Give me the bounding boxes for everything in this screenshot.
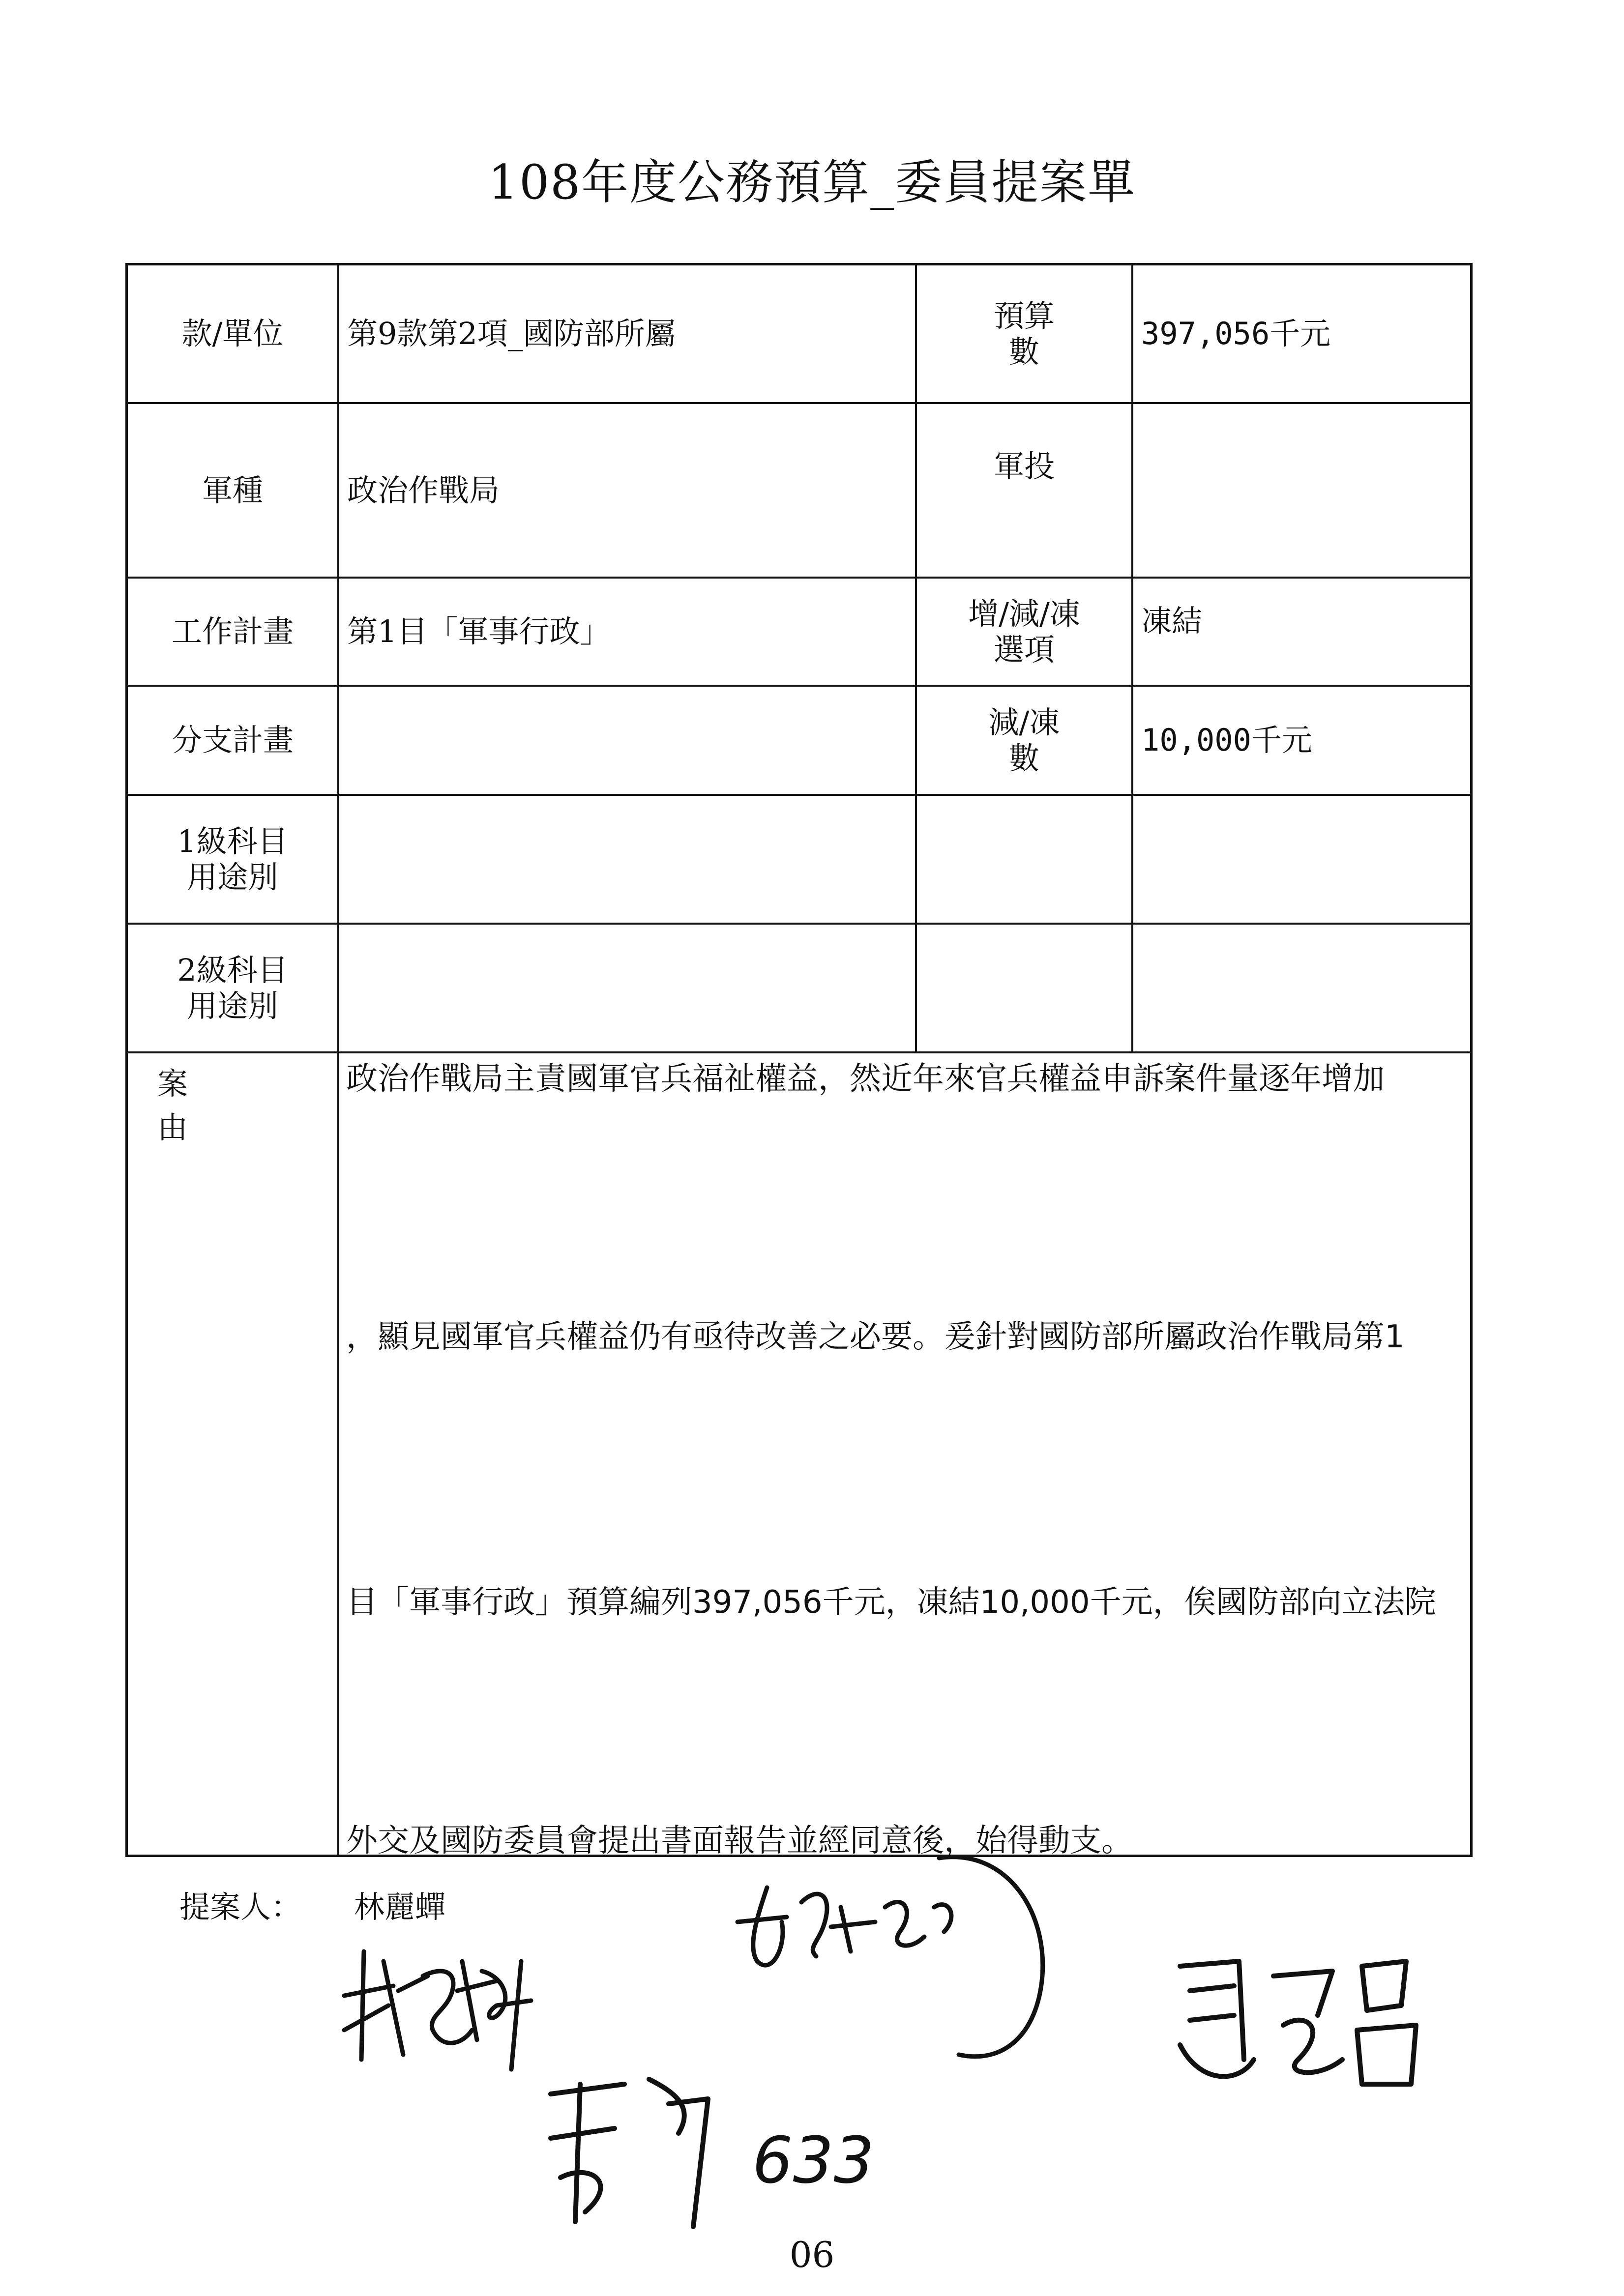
reason-text <box>339 1053 1470 1859</box>
page-number: 06 <box>789 2234 835 2275</box>
row-label: 分支計畫 <box>128 687 339 794</box>
signature-3 <box>1170 1947 1446 2104</box>
table-row <box>128 925 1470 1053</box>
row-value-2 <box>1133 925 1470 1051</box>
row-value <box>339 925 917 1051</box>
row-label: 工作計畫 <box>128 579 339 685</box>
row-value-2: 397,056千元 <box>1141 316 1331 352</box>
table-row <box>128 404 1470 579</box>
row-label-2: 軍投 <box>917 404 1133 577</box>
row-label: 2級科目 用途別 <box>128 925 339 1051</box>
reason-line: ，顯見國軍官兵權益仍有亟待改善之必要。爰針對國防部所屬政治作戰局第1 <box>346 1319 1405 1355</box>
row-label-2: 減/凍 數 <box>917 687 1133 794</box>
reason-line: 目「軍事行政」預算編列397,056千元，凍結10,000千元，俟國防部向立法院 <box>346 1584 1436 1621</box>
reason-row <box>128 1053 1470 1859</box>
row-label-2: 預算 數 <box>917 265 1133 402</box>
row-label-2: 增/減/凍 選項 <box>917 579 1133 685</box>
signature-4 <box>531 2064 885 2241</box>
signature-4-text: 633 <box>752 2123 875 2198</box>
row-label-2 <box>917 925 1133 1051</box>
page-title: 108年度公務預算_委員提案單 <box>488 155 1136 210</box>
row-value-2 <box>1133 404 1470 577</box>
table-row <box>128 579 1470 687</box>
table-row <box>128 687 1470 796</box>
row-value-2: 10,000千元 <box>1141 722 1312 758</box>
row-label: 1級科目 用途別 <box>128 796 339 923</box>
row-value-2: 凍結 <box>1141 603 1203 639</box>
row-value <box>339 796 917 923</box>
reason-label: 案由 <box>128 1053 339 1855</box>
row-value <box>339 687 917 794</box>
reason-line: 政治作戰局主責國軍官兵福祉權益，然近年來官兵權益申訴案件量逐年增加 <box>346 1061 1385 1097</box>
table-row <box>128 796 1470 925</box>
reason-line: 外交及國防委員會提出書面報告並經同意後，始得動支。 <box>346 1823 1133 1859</box>
row-label-2 <box>917 796 1133 923</box>
row-value: 政治作戰局 <box>339 404 917 577</box>
row-value: 第9款第2項_國防部所屬 <box>339 265 917 402</box>
row-value: 第1目「軍事行政」 <box>339 579 917 685</box>
proposal-form-table <box>125 263 1473 1857</box>
signature-1 <box>334 1932 551 2079</box>
proposer-name: 林麗蟬 <box>354 1889 446 1925</box>
proposer-label: 提案人： <box>179 1889 302 1925</box>
table-row <box>128 265 1470 404</box>
row-label: 軍種 <box>128 404 339 577</box>
row-value-2 <box>1133 796 1470 923</box>
row-label: 款/單位 <box>128 265 339 402</box>
